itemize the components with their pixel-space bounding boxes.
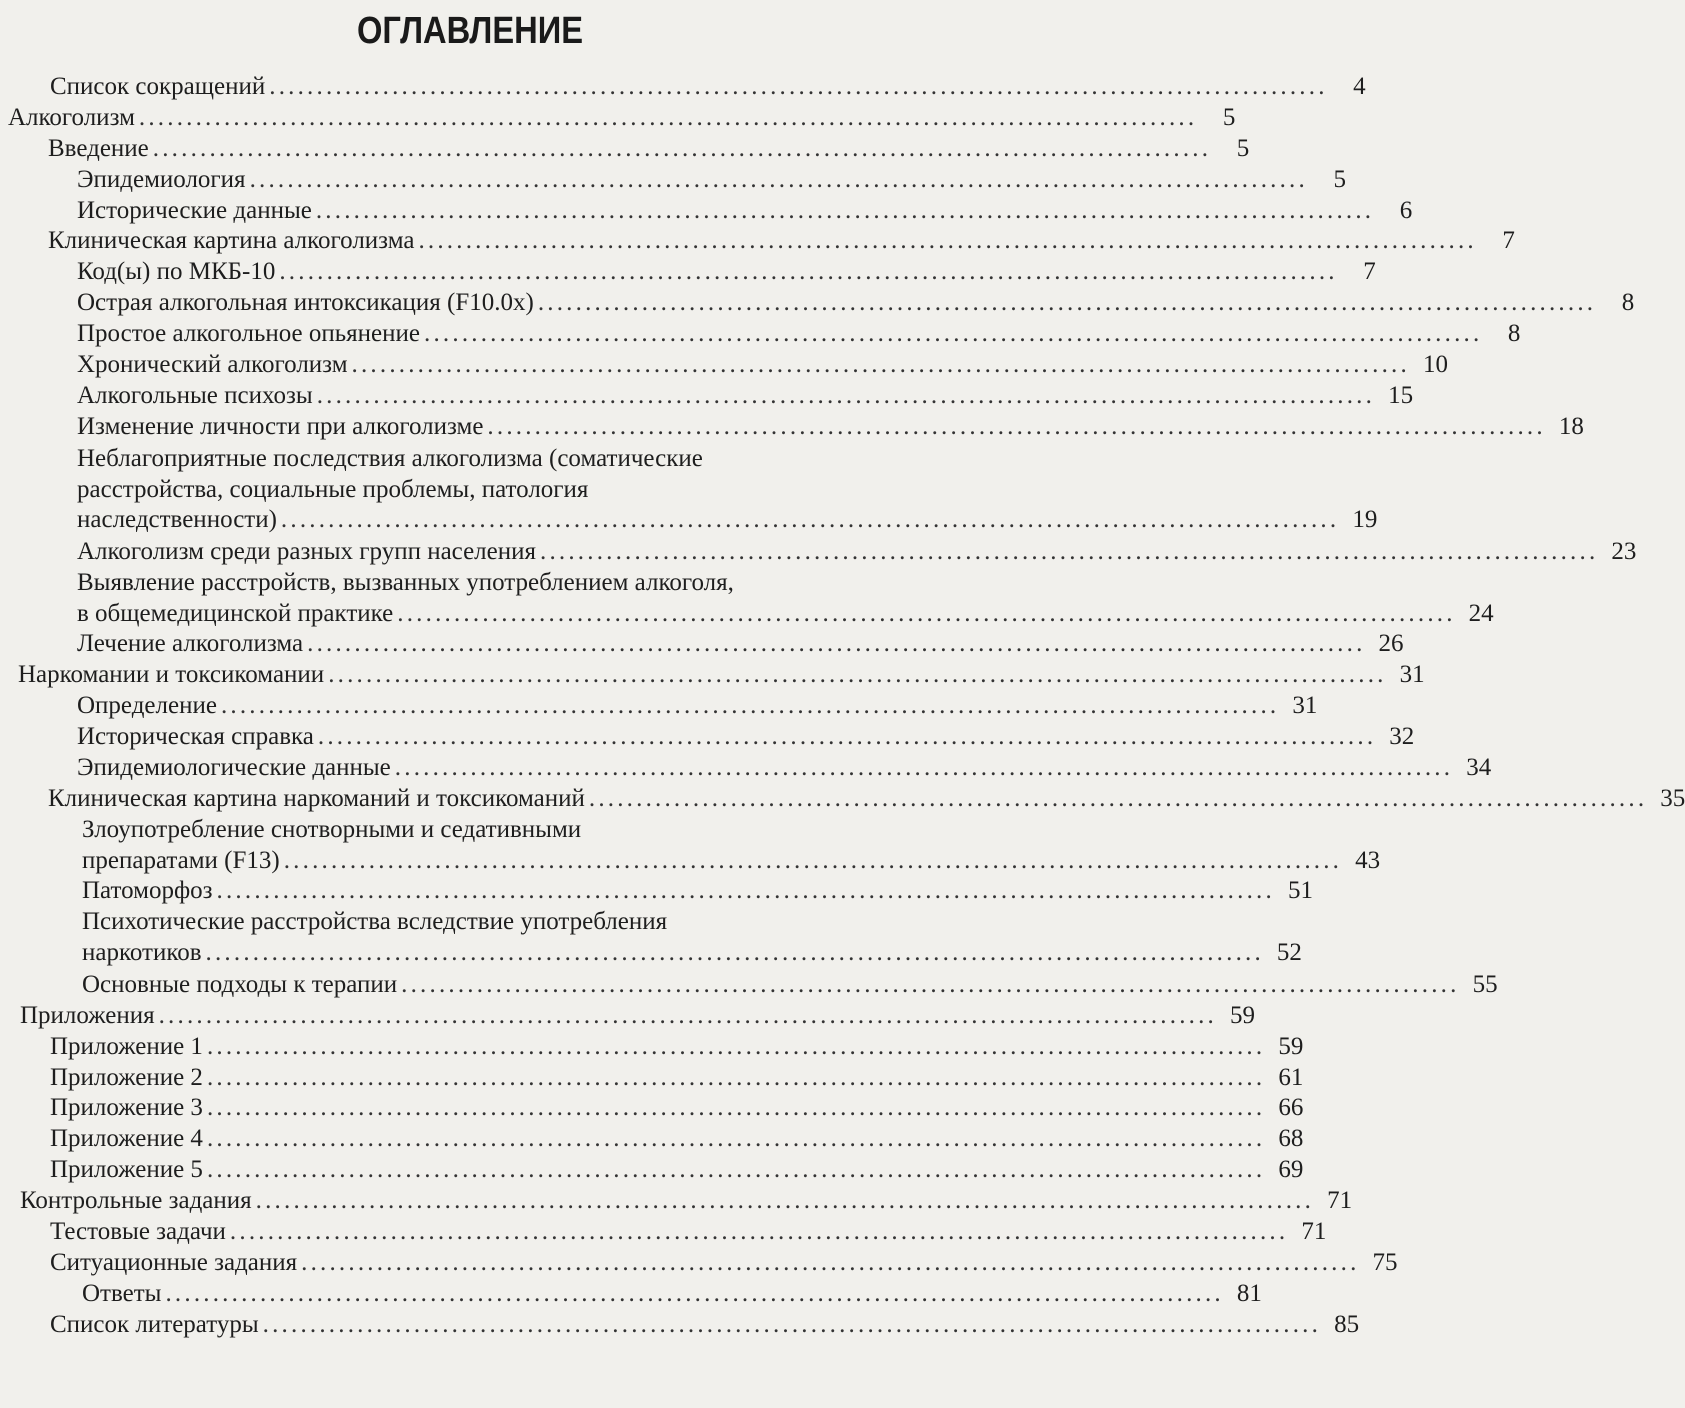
toc-entry	[50, 1310, 1360, 1341]
toc-entry-multiline	[77, 568, 1494, 629]
toc-entry	[50, 1063, 1304, 1094]
toc-entry	[50, 1032, 1304, 1063]
toc-entry-page: 66	[1278, 1094, 1304, 1121]
toc-entry	[77, 319, 1521, 350]
dot-leader: ................................................................................................................	[328, 661, 1387, 688]
dot-leader: ................................................................................................................	[269, 73, 1328, 100]
toc-entry	[77, 537, 1637, 568]
dot-leader: ................................................................................................................	[351, 351, 1410, 378]
toc-entry-page: 26	[1378, 630, 1404, 657]
dot-leader: ................................................................................................................	[249, 166, 1308, 193]
toc-entry-label: Список сокращений	[50, 73, 266, 100]
toc-entry-page: 85	[1334, 1311, 1360, 1338]
page-title: ОГЛАВЛЕНИЕ	[356, 10, 584, 52]
toc-entry-page: 4	[1353, 73, 1366, 100]
toc-entry	[77, 288, 1635, 319]
toc-entry-page: 24	[1468, 599, 1494, 627]
dot-leader: ................................................................................................................	[255, 1187, 1315, 1214]
toc-entry-label: Ответы	[82, 1280, 162, 1307]
toc-entry-label: Список литературы	[50, 1311, 259, 1338]
toc-entry	[48, 226, 1515, 257]
toc-entry-page: 61	[1278, 1064, 1304, 1091]
dot-leader: ................................................................................................................	[138, 104, 1198, 131]
toc-entry	[8, 103, 1236, 134]
toc-entry-page: 19	[1352, 506, 1378, 534]
dot-leader: ................................................................................................................	[397, 599, 1456, 627]
toc-entry-label: Контрольные задания	[20, 1187, 252, 1214]
toc-entry-label-line: Выявление расстройств, вызванных употреблением алкоголя,	[77, 569, 734, 596]
dot-leader: ................................................................................................................	[205, 938, 1264, 966]
dot-leader: ................................................................................................................	[307, 630, 1366, 657]
toc-entry-page: 59	[1278, 1033, 1304, 1060]
toc-entry-label-line: наследственности)	[77, 506, 277, 534]
toc-entry-page: 15	[1388, 382, 1414, 409]
toc-entry-page: 5	[1333, 166, 1346, 193]
dot-leader: ................................................................................................................	[206, 1064, 1266, 1091]
dot-leader: ................................................................................................................	[216, 877, 1275, 904]
dot-leader: ................................................................................................................	[152, 135, 1212, 162]
toc-entry-page: 31	[1399, 661, 1425, 688]
toc-entry	[77, 350, 1448, 381]
toc-entry	[50, 72, 1366, 103]
toc-entry-page: 43	[1355, 846, 1381, 874]
dot-leader: ................................................................................................................	[206, 1033, 1266, 1060]
toc-entry-page: 8	[1621, 289, 1635, 316]
toc-entry	[18, 660, 1425, 691]
toc-entry-page: 7	[1502, 227, 1515, 254]
toc-entry-label: Приложения	[20, 1002, 155, 1029]
dot-leader: ................................................................................................................	[229, 1218, 1289, 1245]
toc-entry-label: Простое алкогольное опьянение	[77, 320, 421, 347]
toc-entry-multiline	[77, 444, 1378, 536]
toc-entry-label: Патоморфоз	[82, 877, 213, 904]
toc-entry	[77, 412, 1584, 443]
dot-leader: ................................................................................................................	[317, 723, 1377, 750]
toc-entry-label: Эпидемиологические данные	[77, 754, 391, 781]
toc-entry-page: 8	[1507, 320, 1521, 347]
toc-entry	[77, 165, 1346, 196]
dot-leader: ................................................................................................................	[487, 413, 1546, 440]
dot-leader: ................................................................................................................	[283, 846, 1343, 874]
toc-entry-label: Изменение личности при алкоголизме	[77, 413, 484, 440]
toc-entry	[50, 1248, 1398, 1279]
toc-entry-multiline	[82, 815, 1381, 876]
toc-entry-label-line: наркотиков	[82, 938, 202, 966]
toc-entry-page: 10	[1422, 351, 1448, 378]
toc-entry-label: Клиническая картина наркоманий и токсикоманий	[48, 785, 585, 812]
dot-leader: ................................................................................................................	[540, 538, 1599, 565]
toc-entry-page: 59	[1230, 1002, 1255, 1029]
toc-entry-page: 34	[1466, 754, 1492, 781]
toc-entry-label: Приложение 4	[50, 1125, 203, 1152]
toc-entry	[77, 196, 1413, 227]
toc-entry-label: Наркомании и токсикомании	[18, 661, 325, 688]
toc-entry-page: 31	[1292, 692, 1318, 719]
dot-leader: ................................................................................................................	[424, 320, 1483, 347]
toc-entry-label: Острая алкогольная интоксикация (F10.0x)	[77, 289, 534, 316]
dot-leader: ................................................................................................................	[279, 258, 1338, 285]
toc-entry	[20, 1186, 1353, 1217]
toc-entry	[82, 876, 1313, 907]
dot-leader: ................................................................................................................	[301, 1249, 1360, 1276]
toc-entry	[20, 1001, 1255, 1032]
dot-leader: ................................................................................................................	[394, 754, 1454, 781]
toc-entry	[82, 970, 1498, 1001]
toc-entry-page: 18	[1558, 413, 1584, 440]
dot-leader: ................................................................................................................	[588, 785, 1648, 812]
toc-entry-label: Хронический алкоголизм	[77, 351, 348, 378]
toc-entry-page: 71	[1301, 1218, 1327, 1245]
toc-entry	[50, 1124, 1304, 1155]
toc-entry-page: 81	[1236, 1280, 1262, 1307]
dot-leader: ................................................................................................................	[220, 692, 1280, 719]
toc-entry-page: 35	[1660, 785, 1685, 812]
toc-entry-page: 5	[1236, 135, 1250, 162]
dot-leader: ................................................................................................................	[262, 1311, 1322, 1338]
toc-entry-label: Приложение 3	[50, 1094, 203, 1121]
toc-entry-page: 71	[1327, 1187, 1353, 1214]
toc-entry-page: 68	[1278, 1125, 1304, 1152]
toc-entry-label-line: Неблагоприятные последствия алкоголизма (соматические	[77, 445, 703, 472]
toc-entry-label-line: в общемедицинской практике	[77, 599, 394, 627]
toc-entry-page: 7	[1363, 258, 1376, 285]
dot-leader: ................................................................................................................	[158, 1002, 1217, 1029]
toc-entry-label: Приложение 5	[50, 1156, 203, 1183]
toc-entry	[50, 1155, 1304, 1186]
dot-leader: ................................................................................................................	[206, 1156, 1266, 1183]
toc-entry-page: 69	[1278, 1156, 1304, 1183]
toc-entry-label: Ситуационные задания	[50, 1249, 298, 1276]
toc-entry-label: Алкоголизм среди разных групп населения	[77, 538, 536, 565]
dot-leader: ................................................................................................................	[315, 197, 1375, 224]
toc-entry-label: Эпидемиология	[77, 166, 246, 193]
toc-entry-page: 32	[1389, 723, 1415, 750]
toc-entry-page: 5	[1222, 104, 1236, 131]
toc-entry-label-line: Психотические расстройства вследствие употребления	[82, 908, 668, 935]
toc-entry-label: Тестовые задачи	[50, 1218, 226, 1245]
toc-entry-label: Определение	[77, 692, 217, 719]
toc-entry-label: Основные подходы к терапии	[82, 971, 398, 998]
toc-entry-label: Лечение алкоголизма	[77, 630, 304, 657]
dot-leader: ................................................................................................................	[165, 1280, 1224, 1307]
dot-leader: ................................................................................................................	[316, 382, 1376, 409]
toc-entry	[50, 1093, 1304, 1124]
toc-entry-label: Алкоголизм	[8, 104, 135, 131]
dot-leader: ................................................................................................................	[401, 971, 1460, 998]
toc-entry-label-line: препаратами (F13)	[82, 846, 280, 874]
toc-entry-label-line: расстройства, социальные проблемы, патология	[77, 475, 589, 503]
toc-entry-label: Приложение 2	[50, 1064, 203, 1091]
toc-entry-label: Алкогольные психозы	[77, 382, 313, 409]
toc-entry	[77, 629, 1404, 660]
toc-entry	[48, 784, 1685, 815]
toc-entry-page: 51	[1287, 877, 1313, 904]
toc-entry	[77, 257, 1376, 288]
toc-entry-label: Клиническая картина алкоголизма	[48, 227, 415, 254]
toc-entry-page: 6	[1399, 197, 1413, 224]
toc-entry-page: 55	[1472, 971, 1498, 998]
dot-leader: ................................................................................................................	[206, 1125, 1266, 1152]
toc-entry	[50, 1217, 1327, 1248]
toc-entry-label: Код(ы) по МКБ-10	[77, 258, 276, 285]
toc-entry-page: 52	[1276, 938, 1302, 966]
dot-leader: ................................................................................................................	[280, 506, 1340, 534]
toc-entry-page: 75	[1372, 1249, 1398, 1276]
toc-entry-label-line: Злоупотребление снотворными и седативными	[82, 816, 582, 843]
dot-leader: ................................................................................................................	[418, 227, 1477, 254]
toc-entry-page: 23	[1611, 538, 1637, 565]
toc-entry-label: Введение	[48, 135, 149, 162]
toc-entry	[77, 722, 1415, 753]
toc-entry-label: Историческая справка	[77, 723, 314, 750]
toc-entry-label: Приложение 1	[50, 1033, 203, 1060]
toc-entry	[77, 381, 1414, 412]
toc-entry	[48, 134, 1250, 165]
dot-leader: ................................................................................................................	[537, 289, 1597, 316]
toc-entry	[77, 691, 1318, 722]
toc-entry-multiline	[82, 907, 1302, 968]
dot-leader: ................................................................................................................	[206, 1094, 1266, 1121]
toc-entry-label: Исторические данные	[77, 197, 312, 224]
toc-entry	[77, 753, 1492, 784]
toc-entry	[82, 1279, 1262, 1310]
